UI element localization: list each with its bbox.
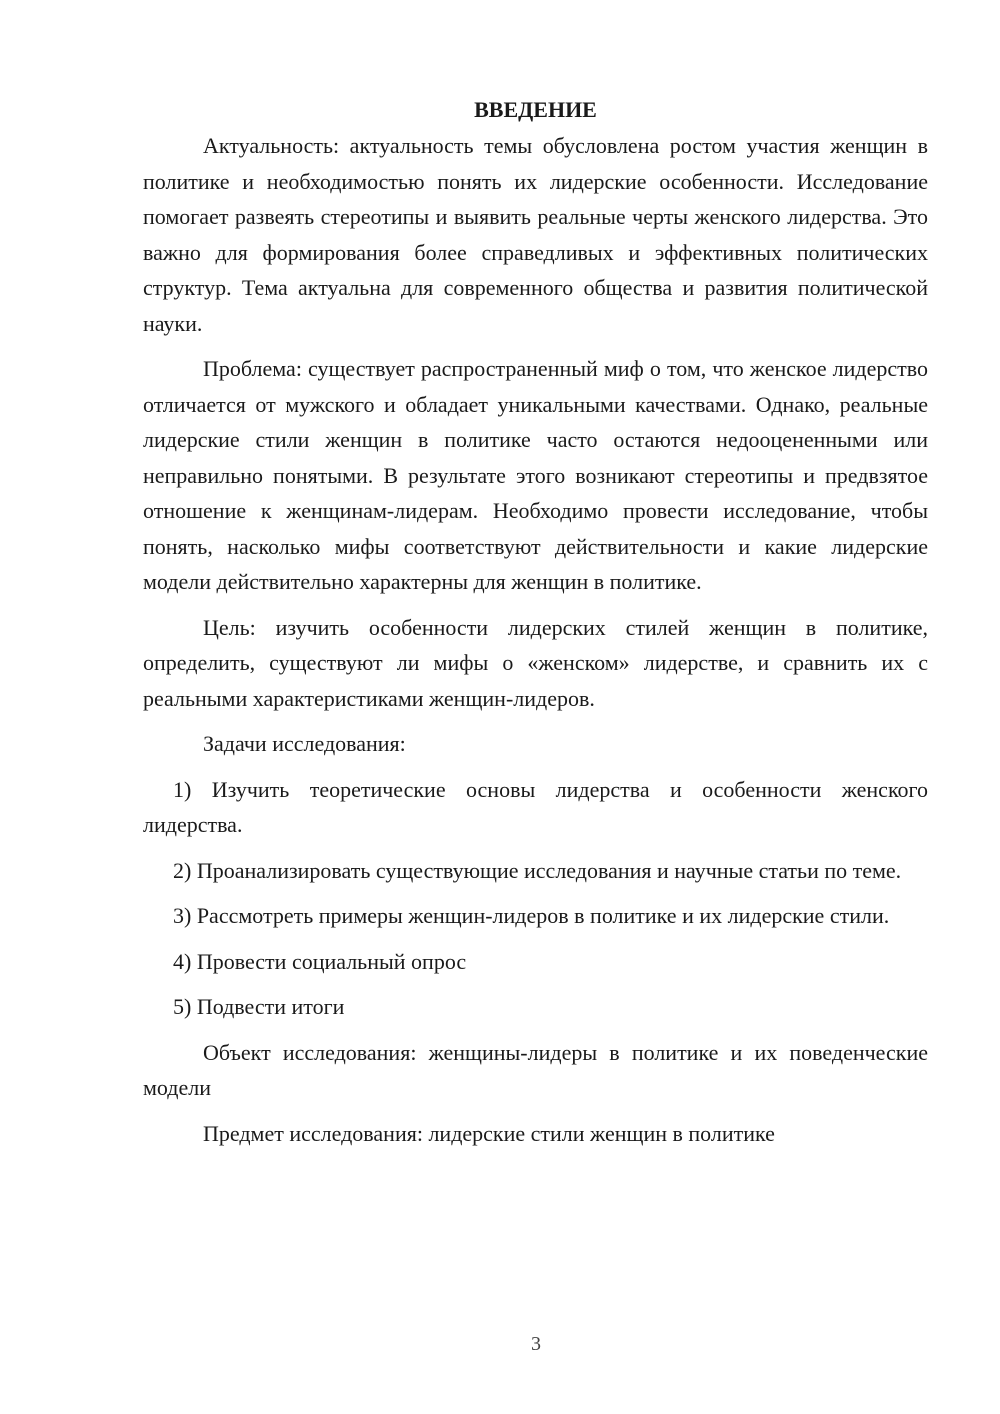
section-title: ВВЕДЕНИЕ: [474, 97, 597, 122]
problem-paragraph: Проблема: существует распространенный миф о том, что женское лидерство отличается от мужского и обладает уникальными качествами. Однако, реальные лидерские стили женщин в политике часто остаются недооцененными или неправильно понятыми. В результате этого возникают стереотипы и предвзятое отношение к женщинам-лидерам. Необходимо провести исследование, чтобы понять, насколько мифы соответствуют действительности и какие лидерские модели действительно характерны для женщин в политике.: [143, 356, 928, 594]
task-item: 5) Подвести итоги: [173, 994, 345, 1019]
tasks-heading: Задачи исследования:: [203, 731, 406, 756]
task-item: 3) Рассмотреть примеры женщин-лидеров в политике и их лидерские стили.: [173, 903, 890, 928]
page-number: 3: [531, 1333, 541, 1355]
document-page: [143, 92, 928, 1161]
goal-paragraph: Цель: изучить особенности лидерских стилей женщин в политике, определить, существуют ли мифы о «женском» лидерстве, и сравнить их с реальными характеристиками женщин-лидеров.: [143, 614, 928, 711]
task-item: 1) Изучить теоретические основы лидерства и особенности женского лидерства.: [143, 776, 928, 837]
subject-paragraph: Предмет исследования: лидерские стили женщин в политике: [203, 1120, 775, 1146]
relevance-paragraph: Актуальность: актуальность темы обусловлена ростом участия женщин в политике и необходимостью понять их лидерские особенности. Исследование помогает развеять стереотипы и выявить реальные черты женского лидерства. Это важно для формирования более справедливых и эффективных политических структур. Тема актуальна для современного общества и развития политической науки.: [143, 133, 928, 336]
task-item: 2) Проанализировать существующие исследования и научные статьи по теме.: [173, 857, 902, 883]
object-paragraph: Объект исследования: женщины-лидеры в политике и их поведенческие модели: [143, 1039, 928, 1100]
task-item: 4) Провести социальный опрос: [173, 948, 467, 974]
